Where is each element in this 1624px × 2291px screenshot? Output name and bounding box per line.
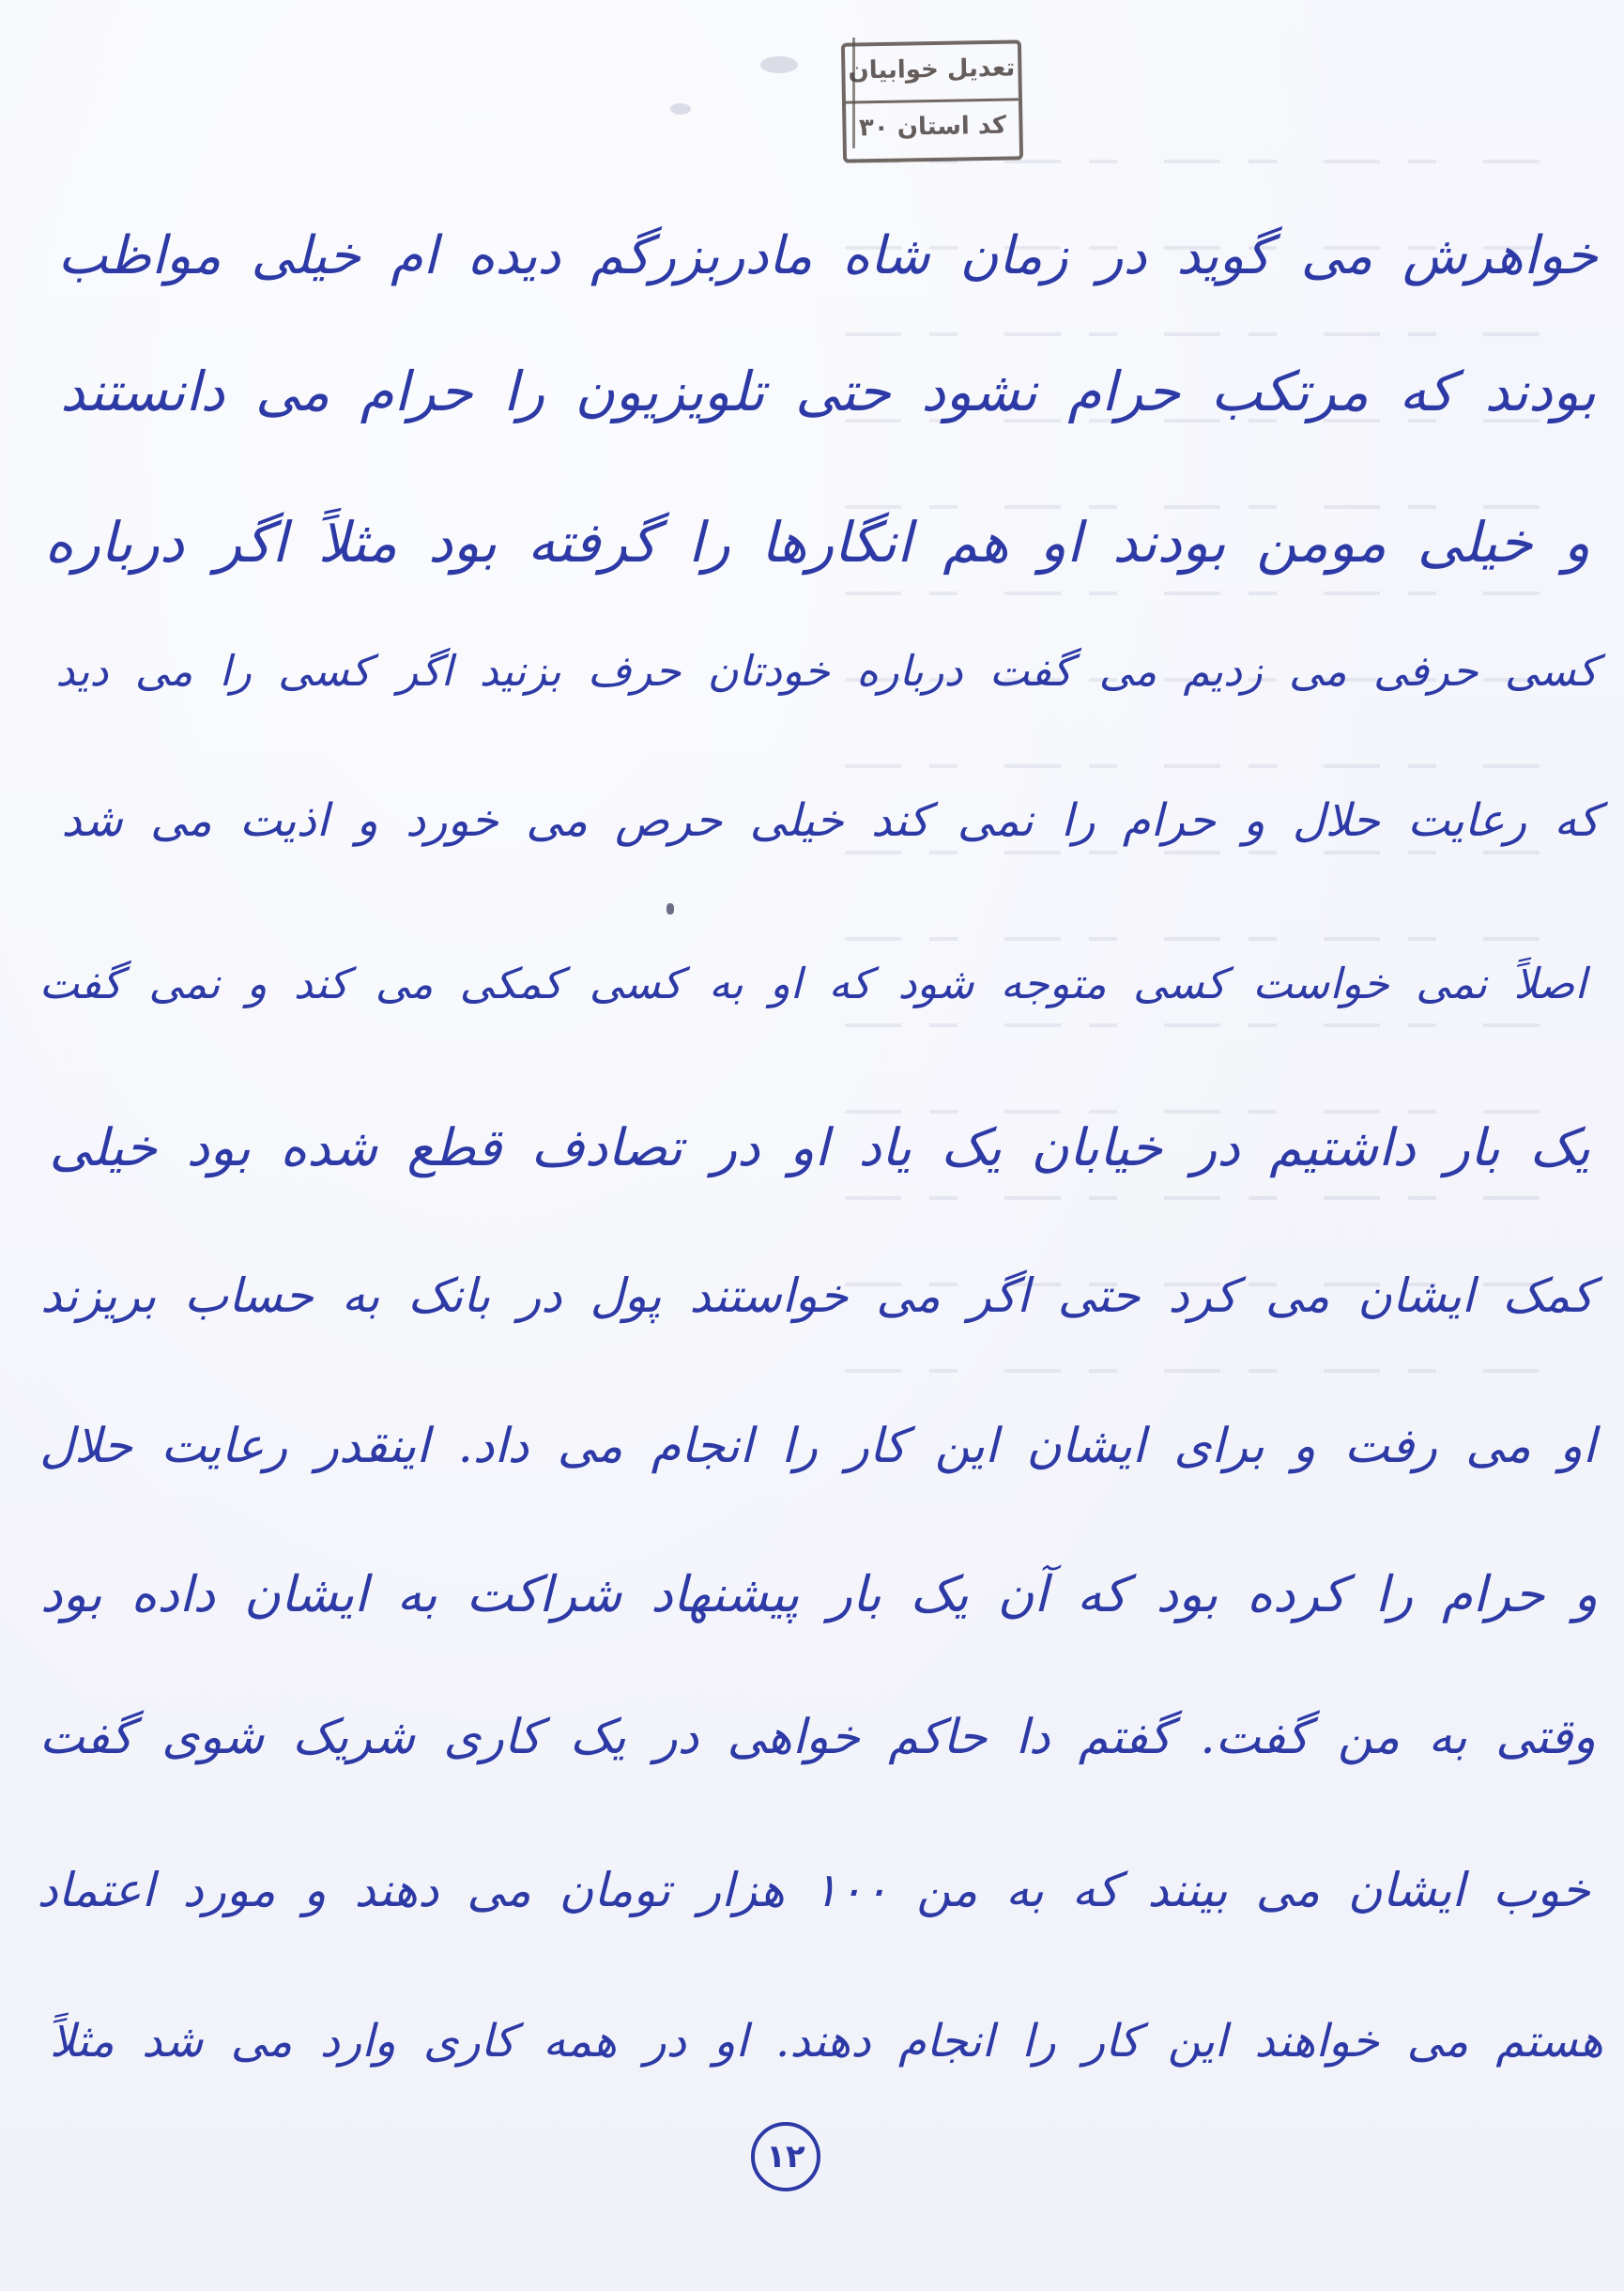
text-line: و خیلی مومن بودند او هم انگارها را گرفته بود مثلاً اگر درباره bbox=[44, 510, 1590, 575]
text-line: و حرام را کرده بود که آن یک بار پیشنهاد شراکت به ایشان داده بود bbox=[39, 1566, 1598, 1623]
stamp-line-2: کد استان ۳۰ bbox=[846, 98, 1019, 158]
text-line: یک بار داشتیم در خیابان یک یاد او در تصادف قطع شده بود خیلی bbox=[49, 1117, 1590, 1177]
text-line: کمک ایشان می کرد حتی اگر می خواستند پول در بانک به حساب بریزند bbox=[40, 1269, 1594, 1323]
text-line: خواهرش می گوید در زمان شاه مادربزرگم دیده ام خیلی مواظب bbox=[57, 225, 1598, 286]
text-line: هستم می خواهند این کار را انجام دهند. او در همه کاری وارد می شد مثلاً bbox=[49, 2015, 1603, 2068]
text-line: اصلاً نمی خواست کسی متوجه شود که او به کسی کمکی می کند و نمی گفت bbox=[38, 959, 1586, 1008]
stamp-line-1: تعدیل خوابیان bbox=[848, 54, 1016, 85]
text-line: بودند که مرتکب حرام نشود حتی تلویزیون را حرام می دانستند bbox=[60, 360, 1596, 423]
page-number: ۱۲ bbox=[751, 2122, 820, 2191]
text-line: که رعایت حلال و حرام را نمی کند خیلی حرص می خورد و اذیت می شد bbox=[61, 794, 1600, 847]
text-line: او می رفت و برای ایشان این کار را انجام می داد. اینقدر رعایت حلال bbox=[39, 1419, 1596, 1474]
text-line: کسی حرفی می زدیم می گفت درباره خودتان حرف بزنید اگر کسی را می دید bbox=[55, 646, 1598, 696]
text-line: خوب ایشان می بینند که به من ۱۰۰ هزار تومان می دهند و مورد اعتماد bbox=[37, 1863, 1590, 1917]
text-line: وقتی به من گفت. گفتم دا حاکم خواهی در یک کاری شریک شوی گفت bbox=[38, 1710, 1596, 1765]
